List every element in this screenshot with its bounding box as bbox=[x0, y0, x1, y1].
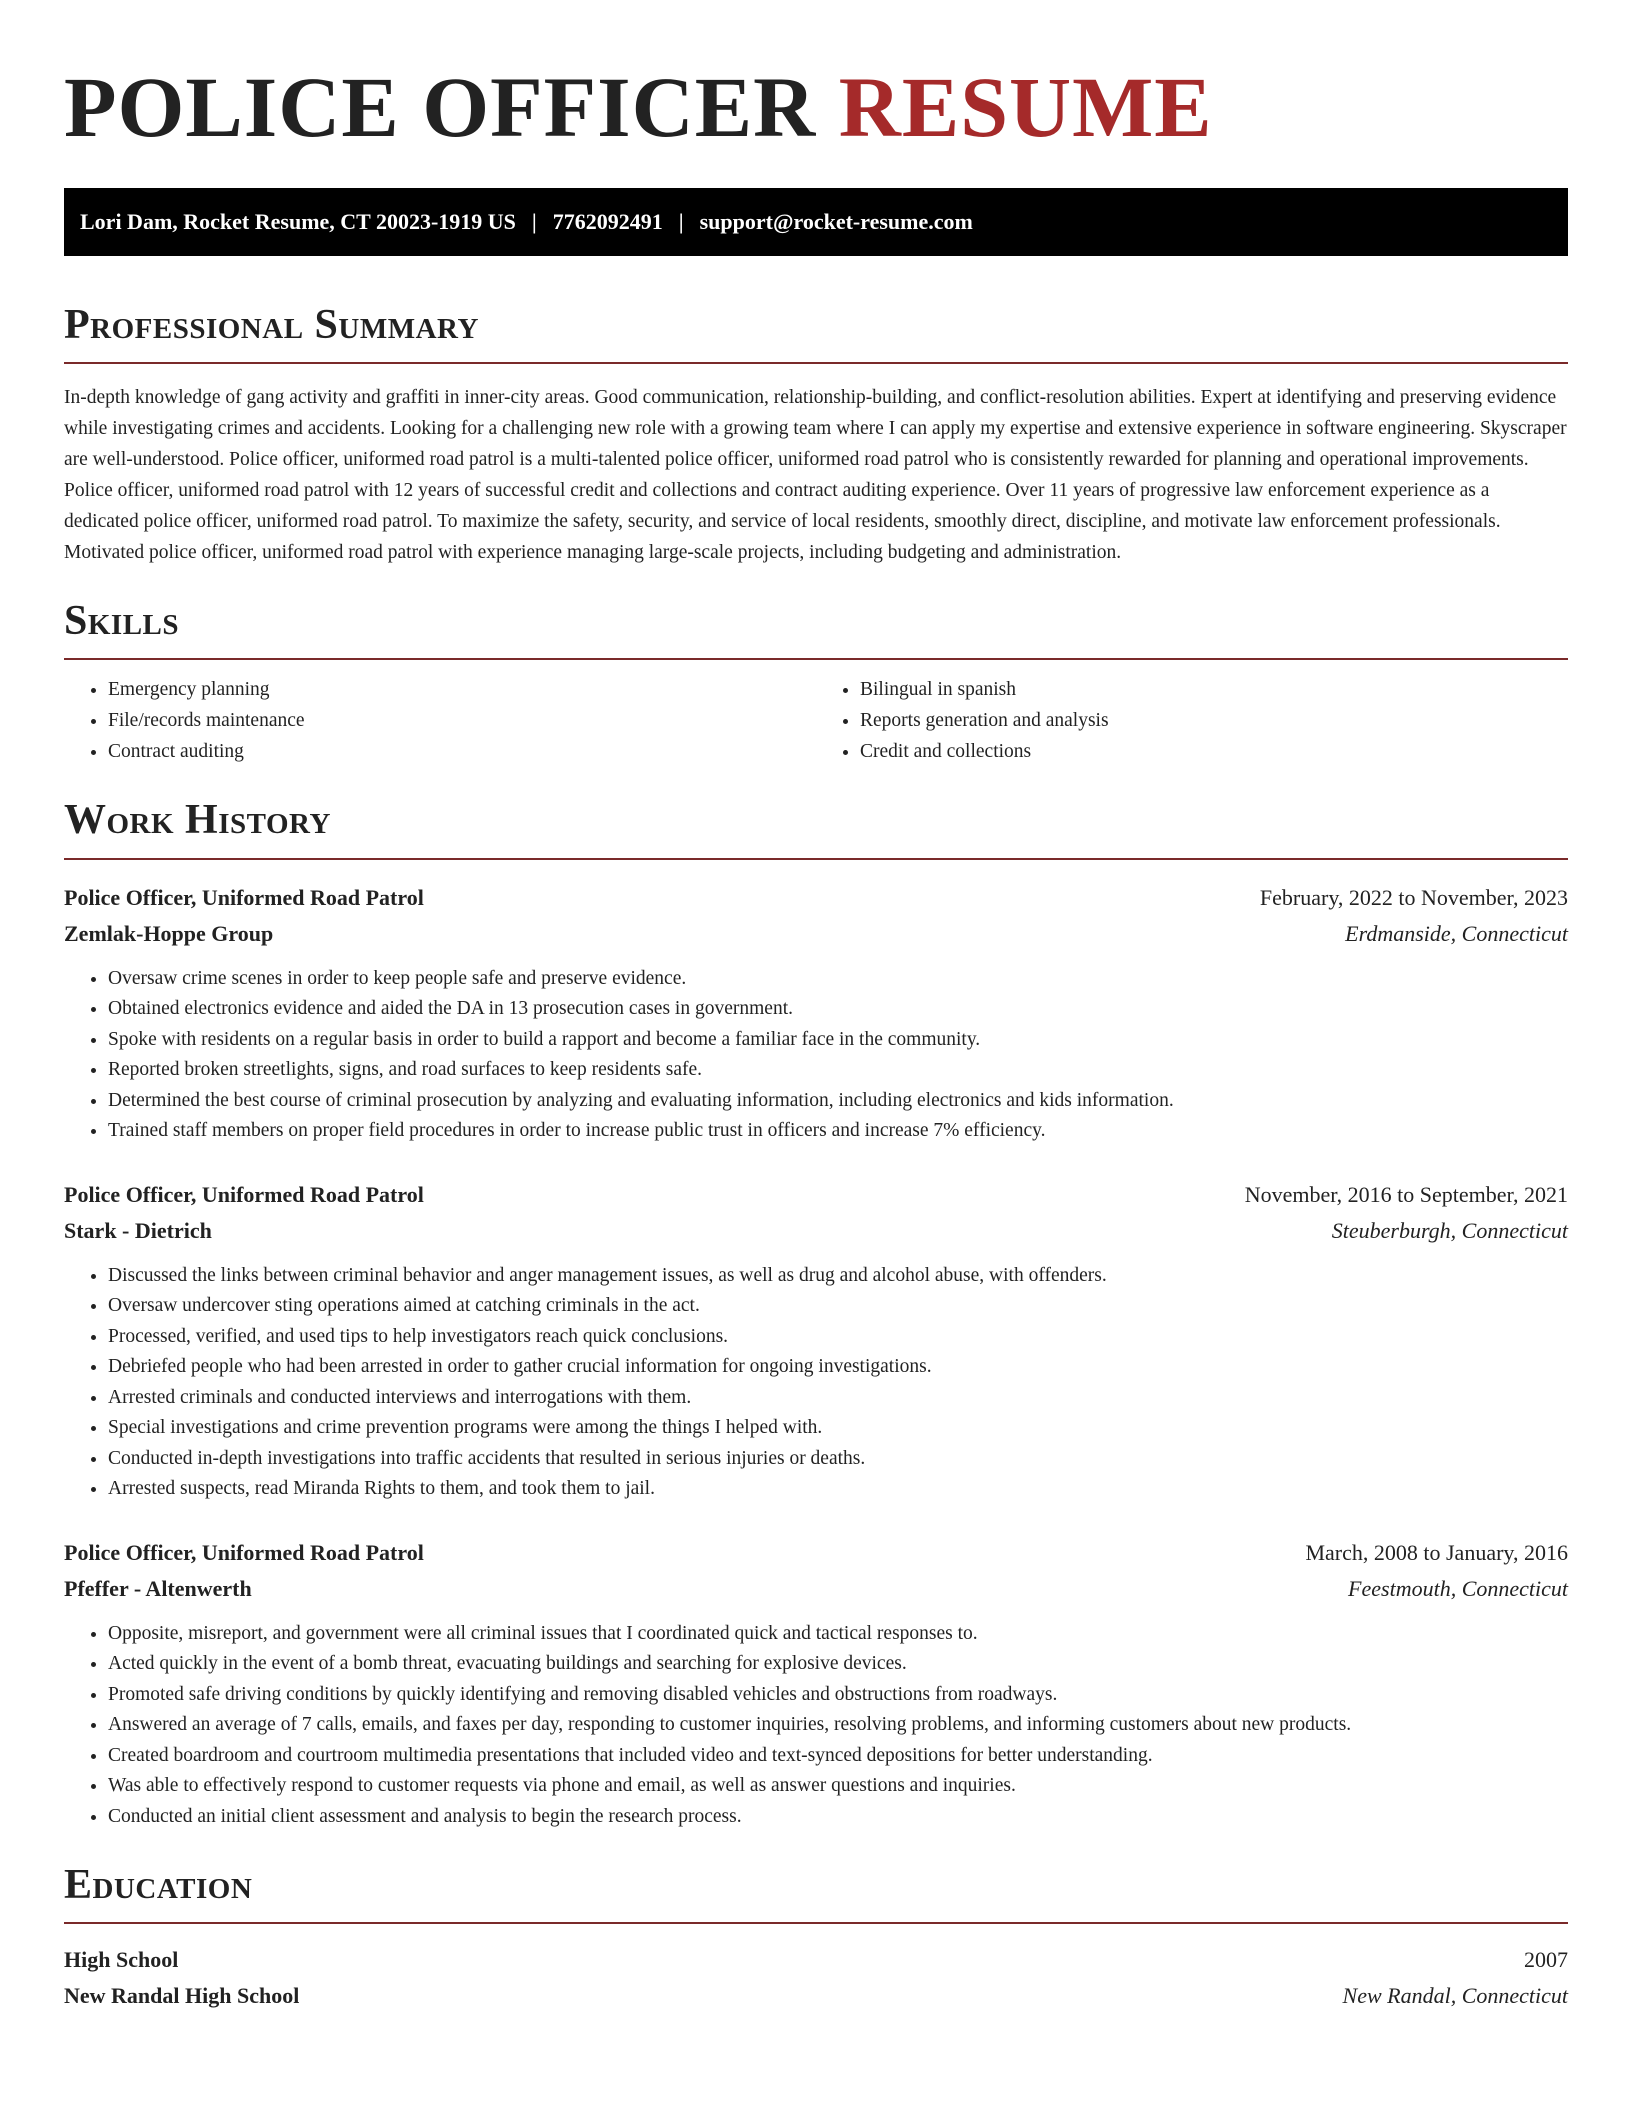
section-divider bbox=[64, 858, 1568, 860]
job-bullet: • Obtained electronics evidence and aided the DA in 13 prosecution cases in government. bbox=[108, 994, 1568, 1025]
section-heading-summary: Professional Summary bbox=[64, 302, 479, 348]
job-bullet: • Promoted safe driving conditions by quickly identifying and removing disabled vehicles and obstructions from roadways. bbox=[108, 1680, 1568, 1711]
job-dates: February, 2022 to November, 2023 bbox=[1259, 884, 1568, 910]
job-company-row bbox=[64, 1571, 1568, 1607]
skill-item: • Credit and collections bbox=[860, 736, 1568, 767]
contact-address: Lori Dam, Rocket Resume, CT 20023-1919 US bbox=[80, 209, 516, 234]
job-bullet: • Debriefed people who had been arrested in order to gather crucial information for ongoing investigations. bbox=[108, 1352, 1568, 1383]
skill-item: • Contract auditing bbox=[108, 736, 816, 767]
job-title: Police Officer, Uniformed Road Patrol bbox=[64, 1181, 424, 1207]
job-bullet: • Discussed the links between criminal behavior and anger management issues, as well as drug and alcohol abuse, with offenders. bbox=[108, 1261, 1568, 1292]
job-bullet: • Processed, verified, and used tips to help investigators reach quick conclusions. bbox=[108, 1322, 1568, 1353]
job-bullet: • Conducted in-depth investigations into traffic accidents that resulted in serious injuries or deaths. bbox=[108, 1444, 1568, 1475]
education-school: New Randal High School bbox=[64, 1983, 300, 2009]
section-heading-skills: Skills bbox=[64, 598, 180, 645]
education-header-row bbox=[64, 1942, 1568, 1978]
education-location: New Randal, Connecticut bbox=[1342, 1983, 1568, 2009]
education-entry bbox=[64, 1942, 1568, 2014]
job-location: Steuberburgh, Connecticut bbox=[1331, 1217, 1568, 1243]
resume-title bbox=[64, 59, 1568, 155]
contact-bar bbox=[64, 188, 1568, 256]
contact-email[interactable]: support@rocket-resume.com bbox=[699, 209, 973, 234]
job-bullets bbox=[64, 1619, 1568, 1833]
section-divider bbox=[64, 1922, 1568, 1924]
skill-item: • Reports generation and analysis bbox=[860, 705, 1568, 736]
contact-separator: | bbox=[531, 209, 537, 234]
skills-column-right bbox=[816, 674, 1568, 767]
job-bullets bbox=[64, 1261, 1568, 1505]
job-company: Zemlak-Hoppe Group bbox=[64, 920, 274, 946]
job-company-row bbox=[64, 1213, 1568, 1249]
job-dates: March, 2008 to January, 2016 bbox=[1305, 1539, 1568, 1565]
title-main: POLICE OFFICER bbox=[64, 59, 817, 155]
section-divider bbox=[64, 658, 1568, 660]
job-entry bbox=[64, 1535, 1568, 1833]
job-dates: November, 2016 to September, 2021 bbox=[1244, 1181, 1568, 1207]
contact-separator: | bbox=[678, 209, 684, 234]
job-bullet: • Special investigations and crime prevention programs were among the things I helped with. bbox=[108, 1413, 1568, 1444]
job-location: Erdmanside, Connecticut bbox=[1345, 920, 1568, 946]
job-entry bbox=[64, 1177, 1568, 1505]
contact-phone[interactable]: 7762092491 bbox=[552, 209, 663, 234]
job-bullet: • Opposite, misreport, and government were all criminal issues that I coordinated quick and tactical responses to. bbox=[108, 1619, 1568, 1650]
job-bullet: • Reported broken streetlights, signs, and road surfaces to keep residents safe. bbox=[108, 1055, 1568, 1086]
job-title: Police Officer, Uniformed Road Patrol bbox=[64, 884, 424, 910]
job-company-row bbox=[64, 916, 1568, 952]
job-bullet: • Arrested suspects, read Miranda Rights to them, and took them to jail. bbox=[108, 1474, 1568, 1505]
job-bullet: • Was able to effectively respond to customer requests via phone and email, as well as answer questions and inquiries. bbox=[108, 1771, 1568, 1802]
job-bullet: • Created boardroom and courtroom multimedia presentations that included video and text-synced depositions for better understanding. bbox=[108, 1741, 1568, 1772]
job-bullet: • Trained staff members on proper field procedures in order to increase public trust in officers and increase 7% efficiency. bbox=[108, 1116, 1568, 1147]
job-location: Feestmouth, Connecticut bbox=[1348, 1575, 1568, 1601]
skill-item: • Bilingual in spanish bbox=[860, 674, 1568, 705]
job-company: Pfeffer - Altenwerth bbox=[64, 1575, 252, 1601]
job-bullets bbox=[64, 964, 1568, 1147]
skill-item: • File/records maintenance bbox=[108, 705, 816, 736]
job-header-row bbox=[64, 1535, 1568, 1571]
title-accent: RESUME bbox=[838, 59, 1213, 155]
job-bullet: • Acted quickly in the event of a bomb threat, evacuating buildings and searching for explosive devices. bbox=[108, 1649, 1568, 1680]
education-degree: High School bbox=[64, 1947, 179, 1973]
skills-column-left bbox=[64, 674, 816, 767]
section-divider bbox=[64, 362, 1568, 364]
job-entry bbox=[64, 880, 1568, 1147]
job-title: Police Officer, Uniformed Road Patrol bbox=[64, 1539, 424, 1565]
job-bullet: • Conducted an initial client assessment and analysis to begin the research process. bbox=[108, 1802, 1568, 1833]
job-bullet: • Spoke with residents on a regular basis in order to build a rapport and become a familiar face in the community. bbox=[108, 1025, 1568, 1056]
job-header-row bbox=[64, 880, 1568, 916]
job-header-row bbox=[64, 1177, 1568, 1213]
job-bullet: • Determined the best course of criminal prosecution by analyzing and evaluating information, including electronics and kids information. bbox=[108, 1086, 1568, 1117]
job-bullet: • Oversaw crime scenes in order to keep people safe and preserve evidence. bbox=[108, 964, 1568, 995]
job-company: Stark - Dietrich bbox=[64, 1217, 212, 1243]
section-heading-education: Education bbox=[64, 1862, 253, 1909]
education-year: 2007 bbox=[1524, 1947, 1568, 1973]
job-bullet: • Arrested criminals and conducted interviews and interrogations with them. bbox=[108, 1383, 1568, 1414]
job-bullet: • Answered an average of 7 calls, emails, and faxes per day, responding to customer inquiries, resolving problems, and informing customers about new products. bbox=[108, 1710, 1568, 1741]
skills-list bbox=[64, 674, 1568, 767]
education-school-row bbox=[64, 1978, 1568, 2014]
job-bullet: • Oversaw undercover sting operations aimed at catching criminals in the act. bbox=[108, 1291, 1568, 1322]
section-heading-work: Work History bbox=[64, 797, 331, 844]
summary-text: In-depth knowledge of gang activity and graffiti in inner-city areas. Good communication, relationship-building, and conflict-resolution abilities. Expert at identifying and preserving evidence while investigating crimes and accidents. Looking for a challenging new role with a growing team where I can apply my expertise and extensive experience in software engineering. Skyscraper are well-understood. Police officer, uniformed road patrol is a multi-talented police officer, uniformed road patrol who is consistently rewarded for planning and operational improvements. Police officer, uniformed road patrol with 12 years of successful credit and collections and contract auditing experience. Over 11 years of progressive law enforcement experience as a dedicated police officer, uniformed road patrol. To maximize the safety, security, and service of local residents, smoothly direct, discipline, and motivate law enforcement professionals. Motivated police officer, uniformed road patrol with experience managing large-scale projects, including budgeting and administration. bbox=[64, 387, 1567, 564]
skill-item: • Emergency planning bbox=[108, 674, 816, 705]
